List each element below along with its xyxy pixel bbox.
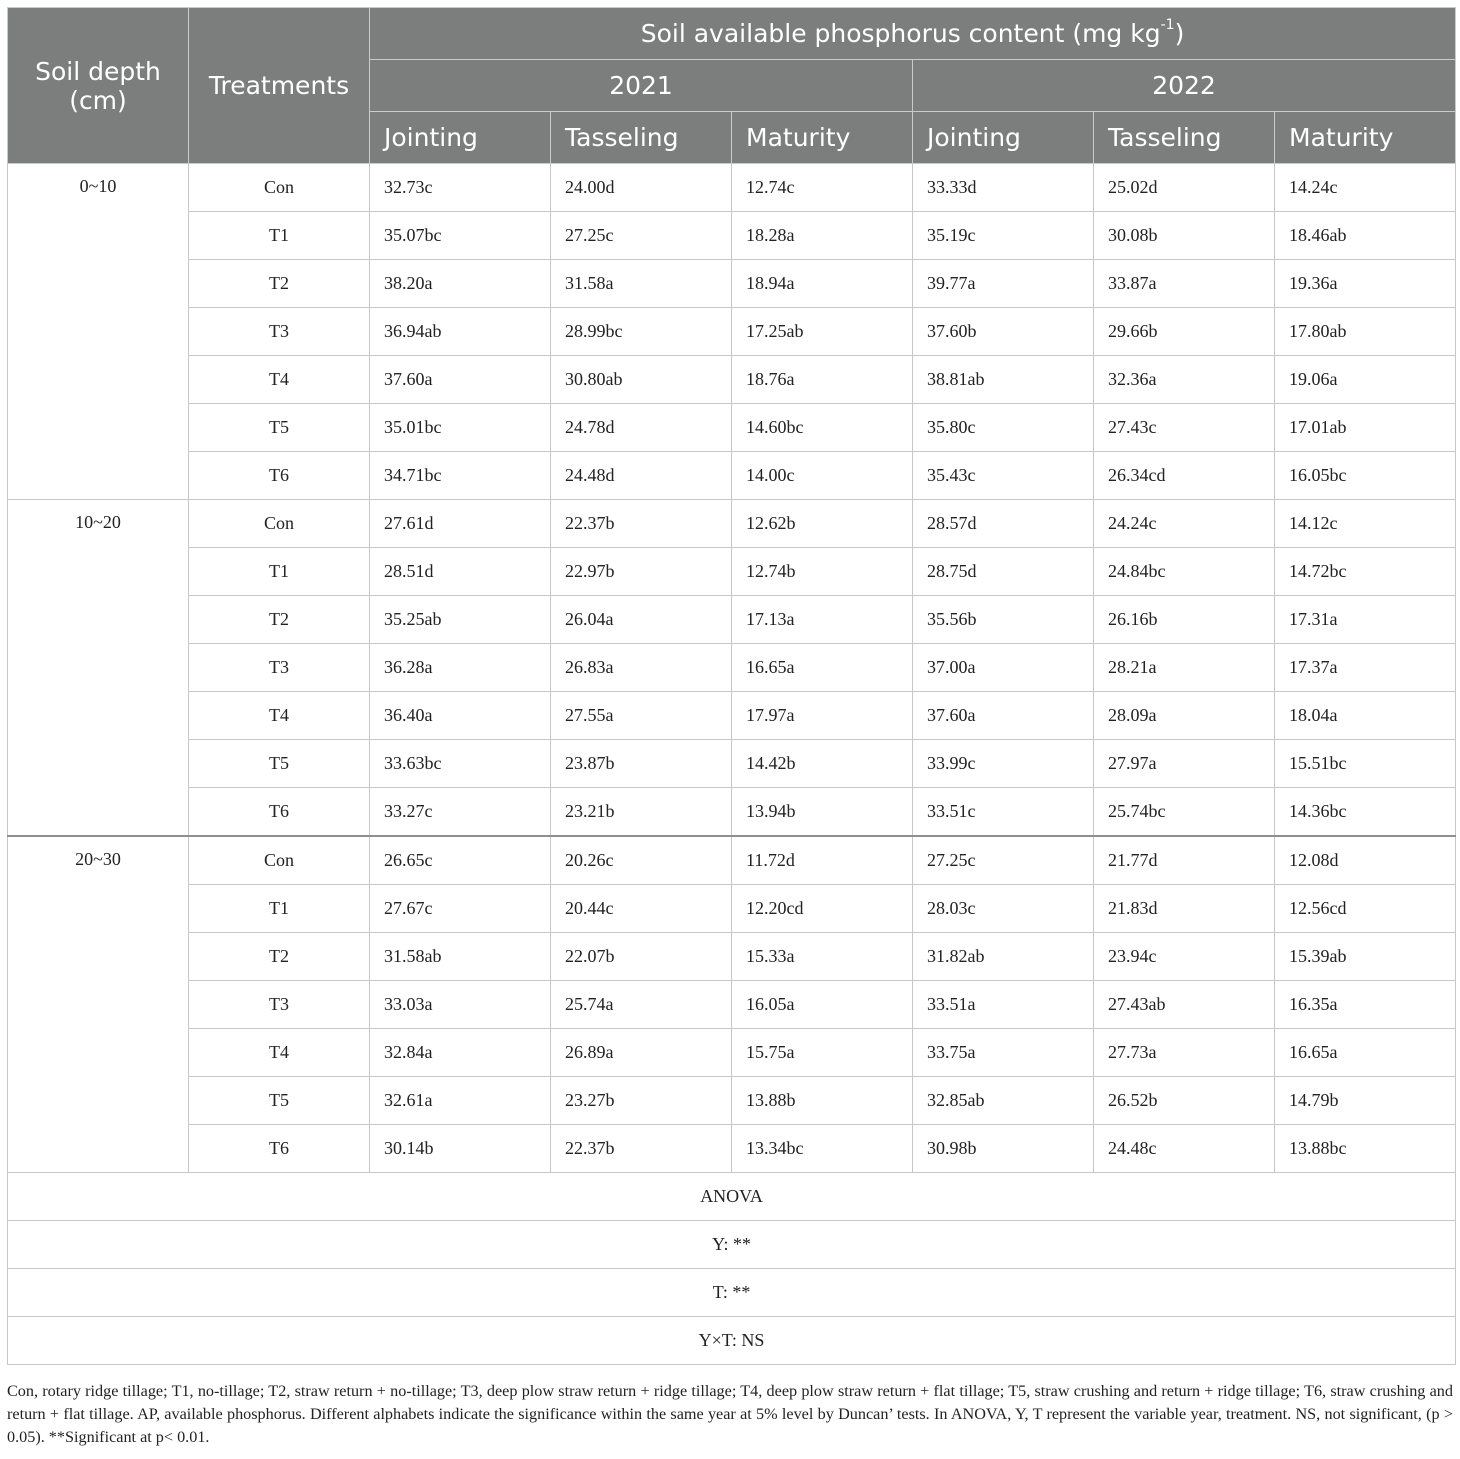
table-row [8, 596, 1456, 644]
value-cell: 13.94b [732, 788, 913, 837]
value-cell: 26.52b [1094, 1077, 1275, 1125]
value-cell: 35.01bc [370, 404, 551, 452]
value-cell: 37.60a [370, 356, 551, 404]
value-cell: 15.39ab [1275, 933, 1456, 981]
table-body [8, 164, 1456, 1365]
table-row [8, 404, 1456, 452]
table-row [8, 452, 1456, 500]
value-cell: 16.35a [1275, 981, 1456, 1029]
value-cell: 32.84a [370, 1029, 551, 1077]
value-cell: 15.75a [732, 1029, 913, 1077]
table-row [8, 1077, 1456, 1125]
value-cell: 26.89a [551, 1029, 732, 1077]
value-cell: 30.98b [913, 1125, 1094, 1173]
table-row [8, 260, 1456, 308]
value-cell: 15.51bc [1275, 740, 1456, 788]
value-cell: 30.08b [1094, 212, 1275, 260]
value-cell: 32.73c [370, 164, 551, 212]
table-row [8, 644, 1456, 692]
header-stage: Tasseling [1094, 112, 1275, 164]
value-cell: 14.60bc [732, 404, 913, 452]
value-cell: 28.09a [1094, 692, 1275, 740]
value-cell: 28.03c [913, 885, 1094, 933]
value-cell: 33.27c [370, 788, 551, 837]
anova-row [8, 1221, 1456, 1269]
value-cell: 32.36a [1094, 356, 1275, 404]
value-cell: 13.88b [732, 1077, 913, 1125]
table-row [8, 740, 1456, 788]
treatment-cell: T2 [189, 933, 370, 981]
value-cell: 18.28a [732, 212, 913, 260]
treatment-cell: T1 [189, 212, 370, 260]
value-cell: 12.62b [732, 500, 913, 548]
value-cell: 28.21a [1094, 644, 1275, 692]
value-cell: 23.27b [551, 1077, 732, 1125]
table-row [8, 212, 1456, 260]
value-cell: 24.48c [1094, 1125, 1275, 1173]
value-cell: 14.72bc [1275, 548, 1456, 596]
header-main-close: ) [1174, 19, 1185, 48]
table-row [8, 500, 1456, 548]
table-row [8, 981, 1456, 1029]
header-stage: Maturity [732, 112, 913, 164]
header-soil-depth: Soil depth (cm) [8, 8, 189, 164]
anova-cell: T: ** [8, 1269, 1456, 1317]
value-cell: 17.97a [732, 692, 913, 740]
value-cell: 39.77a [913, 260, 1094, 308]
value-cell: 36.94ab [370, 308, 551, 356]
value-cell: 34.71bc [370, 452, 551, 500]
anova-row [8, 1317, 1456, 1365]
table-row [8, 308, 1456, 356]
value-cell: 24.24c [1094, 500, 1275, 548]
value-cell: 30.14b [370, 1125, 551, 1173]
value-cell: 17.37a [1275, 644, 1456, 692]
value-cell: 33.33d [913, 164, 1094, 212]
value-cell: 36.40a [370, 692, 551, 740]
value-cell: 35.43c [913, 452, 1094, 500]
value-cell: 16.65a [732, 644, 913, 692]
treatment-cell: T6 [189, 452, 370, 500]
value-cell: 14.12c [1275, 500, 1456, 548]
value-cell: 18.94a [732, 260, 913, 308]
value-cell: 14.00c [732, 452, 913, 500]
treatment-cell: T4 [189, 1029, 370, 1077]
anova-row [8, 1173, 1456, 1221]
value-cell: 38.81ab [913, 356, 1094, 404]
header-stage: Tasseling [551, 112, 732, 164]
soil-depth-cell: 0~10 [8, 164, 189, 500]
value-cell: 27.67c [370, 885, 551, 933]
anova-cell: ANOVA [8, 1173, 1456, 1221]
treatment-cell: Con [189, 836, 370, 885]
value-cell: 31.58ab [370, 933, 551, 981]
value-cell: 18.46ab [1275, 212, 1456, 260]
anova-row [8, 1269, 1456, 1317]
value-cell: 30.80ab [551, 356, 732, 404]
value-cell: 16.05a [732, 981, 913, 1029]
value-cell: 23.21b [551, 788, 732, 837]
value-cell: 11.72d [732, 836, 913, 885]
value-cell: 35.25ab [370, 596, 551, 644]
value-cell: 31.58a [551, 260, 732, 308]
value-cell: 33.75a [913, 1029, 1094, 1077]
value-cell: 33.87a [1094, 260, 1275, 308]
header-phosphorus-content [370, 8, 1456, 60]
value-cell: 28.99bc [551, 308, 732, 356]
value-cell: 37.00a [913, 644, 1094, 692]
value-cell: 25.02d [1094, 164, 1275, 212]
header-year-2021: 2021 [370, 60, 913, 112]
header-treatments: Treatments [189, 8, 370, 164]
table-header [8, 8, 1456, 164]
phosphorus-table [7, 7, 1456, 1365]
value-cell: 27.61d [370, 500, 551, 548]
value-cell: 27.43ab [1094, 981, 1275, 1029]
value-cell: 15.33a [732, 933, 913, 981]
value-cell: 21.77d [1094, 836, 1275, 885]
table-row [8, 164, 1456, 212]
header-stage: Maturity [1275, 112, 1456, 164]
value-cell: 31.82ab [913, 933, 1094, 981]
value-cell: 37.60a [913, 692, 1094, 740]
value-cell: 27.25c [551, 212, 732, 260]
anova-cell: Y: ** [8, 1221, 1456, 1269]
value-cell: 29.66b [1094, 308, 1275, 356]
table-row [8, 356, 1456, 404]
value-cell: 27.73a [1094, 1029, 1275, 1077]
table-footnote: Con, rotary ridge tillage; T1, no-tillage; T2, straw return + no-tillage; T3, deep plow straw return + ridge tillage; T4, deep plow straw return + flat tillage; T5, straw crushing and return + ridge tillage; T6, straw crushing and return + flat tillage. AP, available phosphorus. Different alphabets indicate the significance within the same year at 5% level by Duncan’ tests. In ANOVA, Y, T represent the variable year, treatment. NS, not significant, (p > 0.05). **Significant at p< 0.01. [7, 1382, 1453, 1446]
header-stage: Jointing [913, 112, 1094, 164]
treatment-cell: T2 [189, 596, 370, 644]
treatment-cell: T1 [189, 548, 370, 596]
value-cell: 12.20cd [732, 885, 913, 933]
value-cell: 20.26c [551, 836, 732, 885]
treatment-cell: Con [189, 164, 370, 212]
value-cell: 24.48d [551, 452, 732, 500]
value-cell: 27.43c [1094, 404, 1275, 452]
header-main-sup: -1 [1160, 16, 1175, 33]
table-row [8, 788, 1456, 837]
value-cell: 16.65a [1275, 1029, 1456, 1077]
table-row [8, 933, 1456, 981]
value-cell: 37.60b [913, 308, 1094, 356]
value-cell: 12.08d [1275, 836, 1456, 885]
treatment-cell: T4 [189, 356, 370, 404]
value-cell: 35.19c [913, 212, 1094, 260]
value-cell: 22.07b [551, 933, 732, 981]
value-cell: 26.34cd [1094, 452, 1275, 500]
value-cell: 24.84bc [1094, 548, 1275, 596]
treatment-cell: T6 [189, 788, 370, 837]
value-cell: 23.94c [1094, 933, 1275, 981]
value-cell: 36.28a [370, 644, 551, 692]
treatment-cell: Con [189, 500, 370, 548]
value-cell: 32.85ab [913, 1077, 1094, 1125]
value-cell: 14.36bc [1275, 788, 1456, 837]
value-cell: 27.55a [551, 692, 732, 740]
value-cell: 16.05bc [1275, 452, 1456, 500]
value-cell: 33.51a [913, 981, 1094, 1029]
value-cell: 35.07bc [370, 212, 551, 260]
value-cell: 17.31a [1275, 596, 1456, 644]
value-cell: 12.74b [732, 548, 913, 596]
value-cell: 28.51d [370, 548, 551, 596]
value-cell: 33.99c [913, 740, 1094, 788]
value-cell: 24.00d [551, 164, 732, 212]
value-cell: 28.75d [913, 548, 1094, 596]
value-cell: 26.65c [370, 836, 551, 885]
value-cell: 17.13a [732, 596, 913, 644]
value-cell: 35.56b [913, 596, 1094, 644]
value-cell: 21.83d [1094, 885, 1275, 933]
table-row [8, 1125, 1456, 1173]
treatment-cell: T3 [189, 644, 370, 692]
soil-depth-cell: 10~20 [8, 500, 189, 837]
value-cell: 17.01ab [1275, 404, 1456, 452]
table-row [8, 885, 1456, 933]
table-row [8, 692, 1456, 740]
value-cell: 22.37b [551, 1125, 732, 1173]
treatment-cell: T4 [189, 692, 370, 740]
value-cell: 25.74bc [1094, 788, 1275, 837]
value-cell: 33.03a [370, 981, 551, 1029]
header-stage: Jointing [370, 112, 551, 164]
value-cell: 14.79b [1275, 1077, 1456, 1125]
value-cell: 20.44c [551, 885, 732, 933]
value-cell: 27.97a [1094, 740, 1275, 788]
header-year-2022: 2022 [913, 60, 1456, 112]
table-row [8, 548, 1456, 596]
treatment-cell: T5 [189, 1077, 370, 1125]
value-cell: 26.04a [551, 596, 732, 644]
value-cell: 27.25c [913, 836, 1094, 885]
treatment-cell: T1 [189, 885, 370, 933]
treatment-cell: T5 [189, 740, 370, 788]
value-cell: 19.36a [1275, 260, 1456, 308]
value-cell: 18.76a [732, 356, 913, 404]
treatment-cell: T3 [189, 308, 370, 356]
value-cell: 23.87b [551, 740, 732, 788]
treatment-cell: T2 [189, 260, 370, 308]
table-container [7, 7, 1453, 1365]
value-cell: 14.24c [1275, 164, 1456, 212]
value-cell: 22.97b [551, 548, 732, 596]
anova-cell: Y×T: NS [8, 1317, 1456, 1365]
value-cell: 13.34bc [732, 1125, 913, 1173]
value-cell: 25.74a [551, 981, 732, 1029]
value-cell: 22.37b [551, 500, 732, 548]
value-cell: 24.78d [551, 404, 732, 452]
value-cell: 12.56cd [1275, 885, 1456, 933]
value-cell: 26.16b [1094, 596, 1275, 644]
value-cell: 12.74c [732, 164, 913, 212]
treatment-cell: T6 [189, 1125, 370, 1173]
value-cell: 33.51c [913, 788, 1094, 837]
value-cell: 13.88bc [1275, 1125, 1456, 1173]
value-cell: 28.57d [913, 500, 1094, 548]
treatment-cell: T5 [189, 404, 370, 452]
value-cell: 38.20a [370, 260, 551, 308]
value-cell: 17.25ab [732, 308, 913, 356]
value-cell: 19.06a [1275, 356, 1456, 404]
table-row [8, 1029, 1456, 1077]
value-cell: 14.42b [732, 740, 913, 788]
soil-depth-cell: 20~30 [8, 836, 189, 1173]
value-cell: 33.63bc [370, 740, 551, 788]
value-cell: 35.80c [913, 404, 1094, 452]
treatment-cell: T3 [189, 981, 370, 1029]
value-cell: 18.04a [1275, 692, 1456, 740]
value-cell: 17.80ab [1275, 308, 1456, 356]
value-cell: 32.61a [370, 1077, 551, 1125]
value-cell: 26.83a [551, 644, 732, 692]
table-row [8, 836, 1456, 885]
header-main-text: Soil available phosphorus content (mg kg [640, 19, 1161, 48]
